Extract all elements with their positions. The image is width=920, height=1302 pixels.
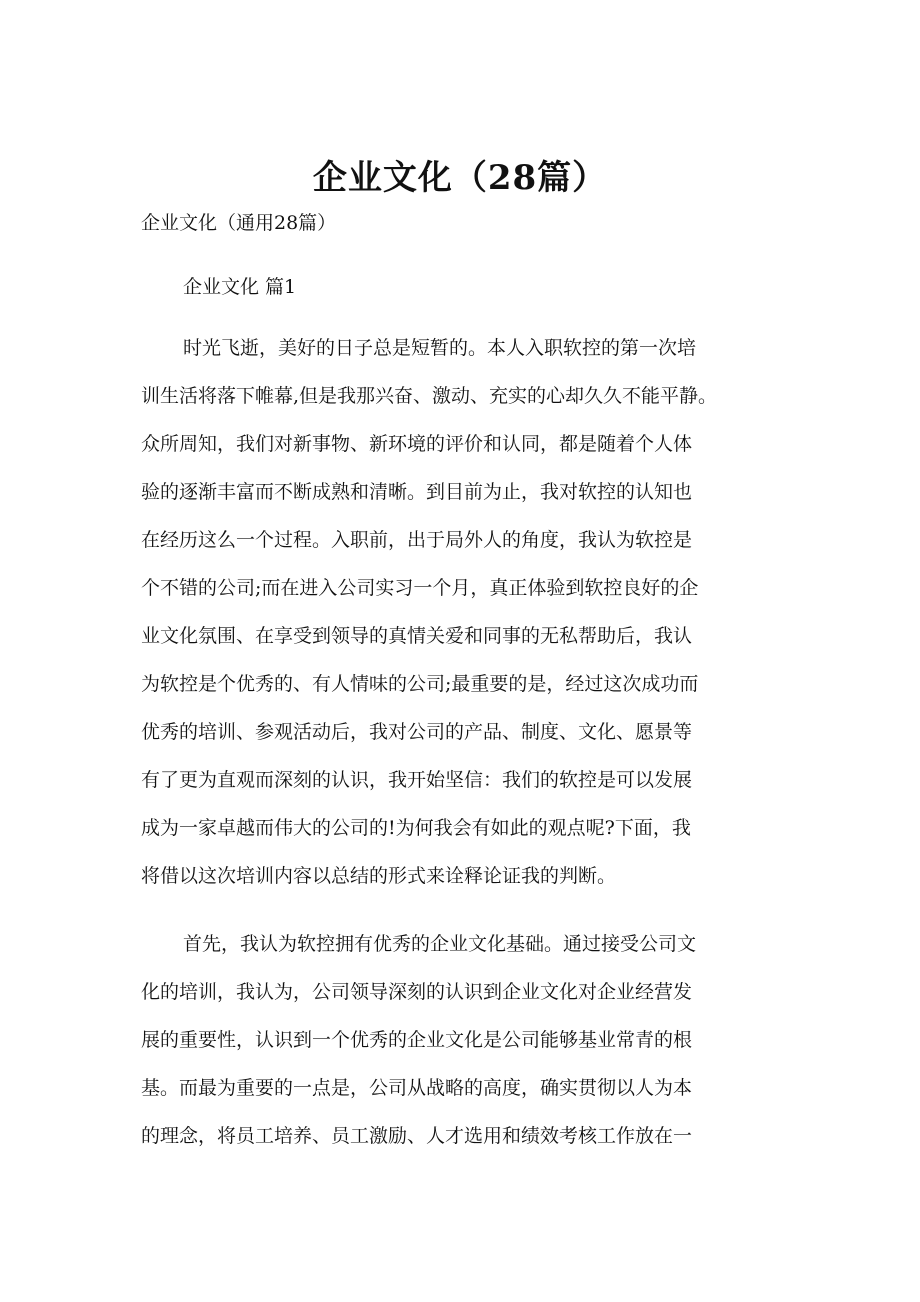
paragraph-line: 个不错的公司;而在进入公司实习一个月，真正体验到软控良好的企: [141, 577, 699, 599]
paragraph-line: 成为一家卓越而伟大的公司的!为何我会有如此的观点呢?下面，我: [141, 817, 691, 839]
paragraph-line: 首先，我认为软控拥有优秀的企业文化基础。通过接受公司文: [183, 933, 697, 955]
paragraph-line: 在经历这么一个过程。入职前，出于局外人的角度，我认为软控是: [141, 529, 693, 551]
paragraph-line: 将借以这次培训内容以总结的形式来诠释论证我的判断。: [141, 865, 617, 887]
document-title: 企业文化（28篇）: [312, 158, 608, 198]
paragraph-1: [141, 324, 801, 900]
paragraph-line: 训生活将落下帷幕,但是我那兴奋、激动、充实的心却久久不能平静。: [141, 385, 718, 407]
paragraph-line: 众所周知，我们对新事物、新环境的评价和认同，都是随着个人体: [141, 433, 693, 455]
paragraph-line: 展的重要性，认识到一个优秀的企业文化是公司能够基业常青的根: [141, 1029, 693, 1051]
paragraph-line: 化的培训，我认为，公司领导深刻的认识到企业文化对企业经营发: [141, 981, 693, 1003]
paragraph-line: 验的逐渐丰富而不断成熟和清晰。到目前为止，我对软控的认知也: [141, 481, 693, 503]
section-heading: 企业文化 篇1: [183, 276, 297, 298]
paragraph-line: 为软控是个优秀的、有人情味的公司;最重要的是，经过这次成功而: [141, 673, 699, 695]
paragraph-line: 优秀的培训、参观活动后，我对公司的产品、制度、文化、愿景等: [141, 721, 693, 743]
paragraph-line: 基。而最为重要的一点是，公司从战略的高度，确实贯彻以人为本: [141, 1077, 693, 1099]
paragraph-2: [141, 920, 801, 1160]
paragraph-line: 的理念，将员工培养、员工激励、人才选用和绩效考核工作放在一: [141, 1125, 693, 1147]
paragraph-line: 业文化氛围、在享受到领导的真情关爱和同事的无私帮助后，我认: [141, 625, 693, 647]
paragraph-line: 时光飞逝，美好的日子总是短暂的。本人入职软控的第一次培: [183, 337, 697, 359]
document-subtitle: 企业文化（通用28篇）: [141, 212, 337, 234]
paragraph-line: 有了更为直观而深刻的认识，我开始坚信：我们的软控是可以发展: [141, 769, 693, 791]
